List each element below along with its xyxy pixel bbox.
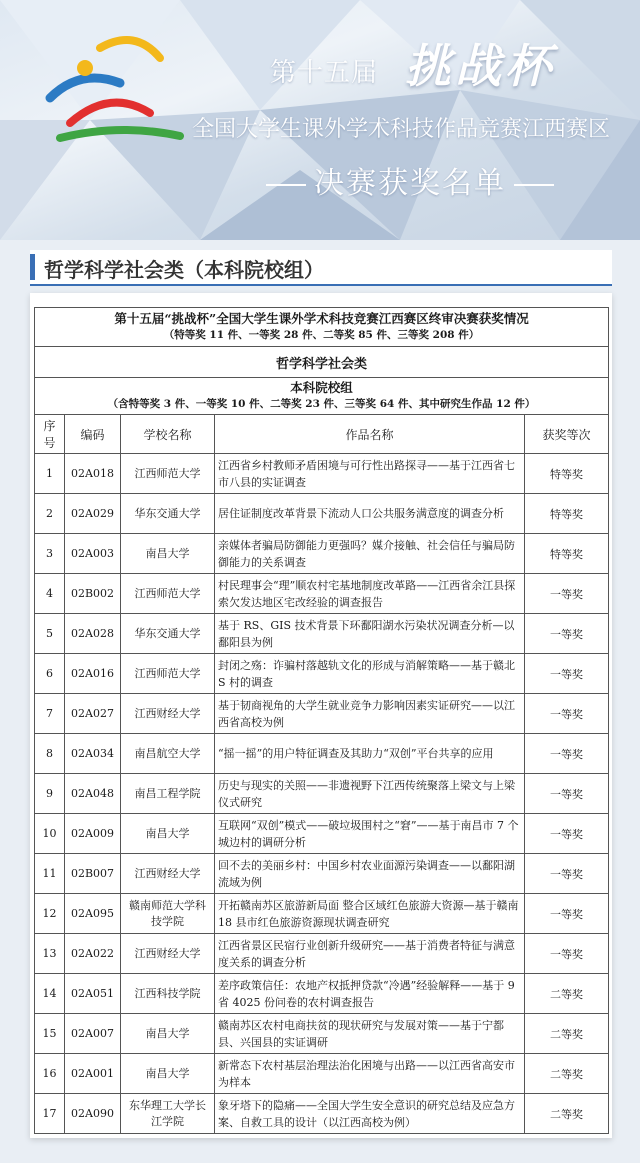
table-header-row [35, 415, 609, 454]
header-banner [0, 0, 640, 240]
cell-code: 02A018 [65, 454, 121, 494]
cell-award: 一等奖 [525, 854, 609, 894]
cell-school: 南昌大学 [121, 1054, 215, 1094]
cell-title: 回不去的美丽乡村：中国乡村农业面源污染调查——以鄱阳湖流域为例 [215, 854, 525, 894]
cell-title: 村民理事会“理”顺农村宅基地制度改革路——江西省余江县探索欠发达地区宅改经验的调查报告 [215, 574, 525, 614]
table-row [35, 454, 609, 494]
results-table [34, 307, 609, 1134]
cell-title: 互联网“双创”模式——破垃圾围村之“窘”——基于南昌市 7 个城边村的调研分析 [215, 814, 525, 854]
cell-school: 南昌航空大学 [121, 734, 215, 774]
table-row [35, 814, 609, 854]
cell-no: 12 [35, 894, 65, 934]
cell-code: 02A009 [65, 814, 121, 854]
cell-code: 02A034 [65, 734, 121, 774]
cell-school: 江西财经大学 [121, 934, 215, 974]
cell-title: 居住证制度改革背景下流动人口公共服务满意度的调查分析 [215, 494, 525, 534]
cell-no: 5 [35, 614, 65, 654]
section-header [30, 250, 612, 286]
cell-code: 02A095 [65, 894, 121, 934]
cell-no: 10 [35, 814, 65, 854]
table-row [35, 1094, 609, 1134]
cell-school: 江西师范大学 [121, 654, 215, 694]
table-main-title [35, 308, 609, 347]
cell-no: 16 [35, 1054, 65, 1094]
cell-code: 02A048 [65, 774, 121, 814]
banner-subtitle: 全国大学生课外学术科技作品竞赛江西赛区 [192, 117, 611, 142]
cell-title: 赣南苏区农村电商扶贫的现状研究与发展对策——基于宁都县、兴国县的实证调研 [215, 1014, 525, 1054]
table-row [35, 534, 609, 574]
cell-no: 15 [35, 1014, 65, 1054]
cell-no: 6 [35, 654, 65, 694]
cell-title: 基于 RS、GIS 技术背景下环鄱阳湖水污染状况调查分析—以鄱阳县为例 [215, 614, 525, 654]
cell-code: 02A090 [65, 1094, 121, 1134]
cell-title: 差序政策信任：农地产权抵押贷款“冷遇”经验解释——基于 9 省 4025 份问卷的农村调查报告 [215, 974, 525, 1014]
cell-title: 亲媒体者骗局防御能力更强吗？媒介接触、社会信任与骗局防御能力的关系调查 [215, 534, 525, 574]
cell-title: “摇一摇”的用户特征调查及其助力“双创”平台共享的应用 [215, 734, 525, 774]
dash-right-icon [514, 184, 554, 186]
table-row [35, 934, 609, 974]
cell-code: 02A029 [65, 494, 121, 534]
cell-award: 特等奖 [525, 534, 609, 574]
cell-code: 02A003 [65, 534, 121, 574]
table-row [35, 614, 609, 654]
group-title [35, 378, 609, 415]
category-title: 哲学科学社会类 [35, 347, 609, 378]
cell-award: 一等奖 [525, 654, 609, 694]
table-row [35, 894, 609, 934]
banner-edition: 第十五届 [270, 58, 379, 88]
cell-no: 3 [35, 534, 65, 574]
results-card [30, 293, 612, 1138]
cell-award: 一等奖 [525, 614, 609, 654]
cell-title: 新常态下农村基层治理法治化困境与出路——以江西省高安市为样本 [215, 1054, 525, 1094]
cell-no: 13 [35, 934, 65, 974]
cell-school: 华东交通大学 [121, 614, 215, 654]
cell-school: 南昌大学 [121, 814, 215, 854]
cell-award: 一等奖 [525, 934, 609, 974]
cell-school: 赣南师范大学科技学院 [121, 894, 215, 934]
cell-code: 02A007 [65, 1014, 121, 1054]
cell-no: 7 [35, 694, 65, 734]
cell-title: 封闭之殇：诈骗村落越轨文化的形成与消解策略——基于赣北 S 村的调查 [215, 654, 525, 694]
cell-title: 江西省景区民宿行业创新升级研究——基于消费者特征与满意度关系的调查分析 [215, 934, 525, 974]
cell-award: 二等奖 [525, 1094, 609, 1134]
cell-code: 02A001 [65, 1054, 121, 1094]
cell-school: 南昌工程学院 [121, 774, 215, 814]
cell-no: 11 [35, 854, 65, 894]
cell-code: 02A028 [65, 614, 121, 654]
cell-award: 特等奖 [525, 494, 609, 534]
cell-award: 一等奖 [525, 894, 609, 934]
cell-school: 南昌大学 [121, 534, 215, 574]
cell-school: 东华理工大学长江学院 [121, 1094, 215, 1134]
table-row [35, 494, 609, 534]
group-title-text: 本科院校组 [290, 380, 353, 395]
table-row [35, 574, 609, 614]
banner-result-text: 决赛获奖名单 [314, 166, 506, 201]
cell-school: 江西师范大学 [121, 454, 215, 494]
cell-no: 9 [35, 774, 65, 814]
dash-left-icon [266, 184, 306, 186]
cell-code: 02A027 [65, 694, 121, 734]
table-row [35, 654, 609, 694]
cell-award: 一等奖 [525, 774, 609, 814]
cell-code: 02A016 [65, 654, 121, 694]
header-title: 作品名称 [215, 415, 525, 454]
header-school: 学校名称 [121, 415, 215, 454]
banner-result-title [258, 158, 618, 202]
cell-title: 基于韧商视角的大学生就业竞争力影响因素实证研究——以江西省高校为例 [215, 694, 525, 734]
table-row [35, 974, 609, 1014]
cell-title: 江西省乡村教师矛盾困境与可行性出路探寻——基于江西省七市八县的实证调查 [215, 454, 525, 494]
cell-award: 二等奖 [525, 974, 609, 1014]
cell-title: 历史与现实的关照——非遗视野下江西传统聚落上梁文与上梁仪式研究 [215, 774, 525, 814]
section-accent-bar [30, 254, 35, 280]
section-title: 哲学科学社会类（本科院校组） [44, 258, 324, 282]
header-award: 获奖等次 [525, 415, 609, 454]
cell-school: 江西财经大学 [121, 854, 215, 894]
challenge-cup-logo-icon [40, 28, 190, 158]
cell-school: 南昌大学 [121, 1014, 215, 1054]
cell-award: 一等奖 [525, 574, 609, 614]
cell-no: 8 [35, 734, 65, 774]
cell-award: 特等奖 [525, 454, 609, 494]
cell-title: 开拓赣南苏区旅游新局面 整合区域红色旅游大资源—基于赣南 18 县市红色旅游资源现状调查研究 [215, 894, 525, 934]
cell-code: 02A022 [65, 934, 121, 974]
main-title-text: 第十五届“挑战杯”全国大学生课外学术科技竞赛江西赛区终审决赛获奖情况 [114, 311, 529, 326]
table-body [35, 454, 609, 1134]
table-row [35, 1014, 609, 1054]
cell-school: 江西科技学院 [121, 974, 215, 1014]
cell-code: 02A051 [65, 974, 121, 1014]
table-row [35, 1054, 609, 1094]
cell-school: 华东交通大学 [121, 494, 215, 534]
cell-code: 02B002 [65, 574, 121, 614]
main-title-counts: （特等奖 11 件、一等奖 28 件、二等奖 85 件、三等奖 208 件） [163, 329, 480, 341]
table-row [35, 694, 609, 734]
table-row [35, 854, 609, 894]
table-row [35, 774, 609, 814]
cell-award: 二等奖 [525, 1054, 609, 1094]
cell-no: 2 [35, 494, 65, 534]
cell-school: 江西师范大学 [121, 574, 215, 614]
cell-award: 二等奖 [525, 1014, 609, 1054]
cell-no: 4 [35, 574, 65, 614]
cell-school: 江西财经大学 [121, 694, 215, 734]
table-row [35, 734, 609, 774]
cell-award: 一等奖 [525, 734, 609, 774]
cell-title: 象牙塔下的隐痛——全国大学生安全意识的研究总结及应急方案、自救工具的设计（以江西高校为例） [215, 1094, 525, 1134]
cell-award: 一等奖 [525, 694, 609, 734]
cell-code: 02B007 [65, 854, 121, 894]
header-code: 编码 [65, 415, 121, 454]
banner-cup-name: 挑战杯 [405, 39, 555, 93]
cell-no: 17 [35, 1094, 65, 1134]
cell-no: 1 [35, 454, 65, 494]
group-title-counts: （含特等奖 3 件、一等奖 10 件、二等奖 23 件、三等奖 64 件、其中研究生作品 12 件） [107, 398, 536, 410]
cell-no: 14 [35, 974, 65, 1014]
cell-award: 一等奖 [525, 814, 609, 854]
header-no: 序号 [35, 415, 65, 454]
